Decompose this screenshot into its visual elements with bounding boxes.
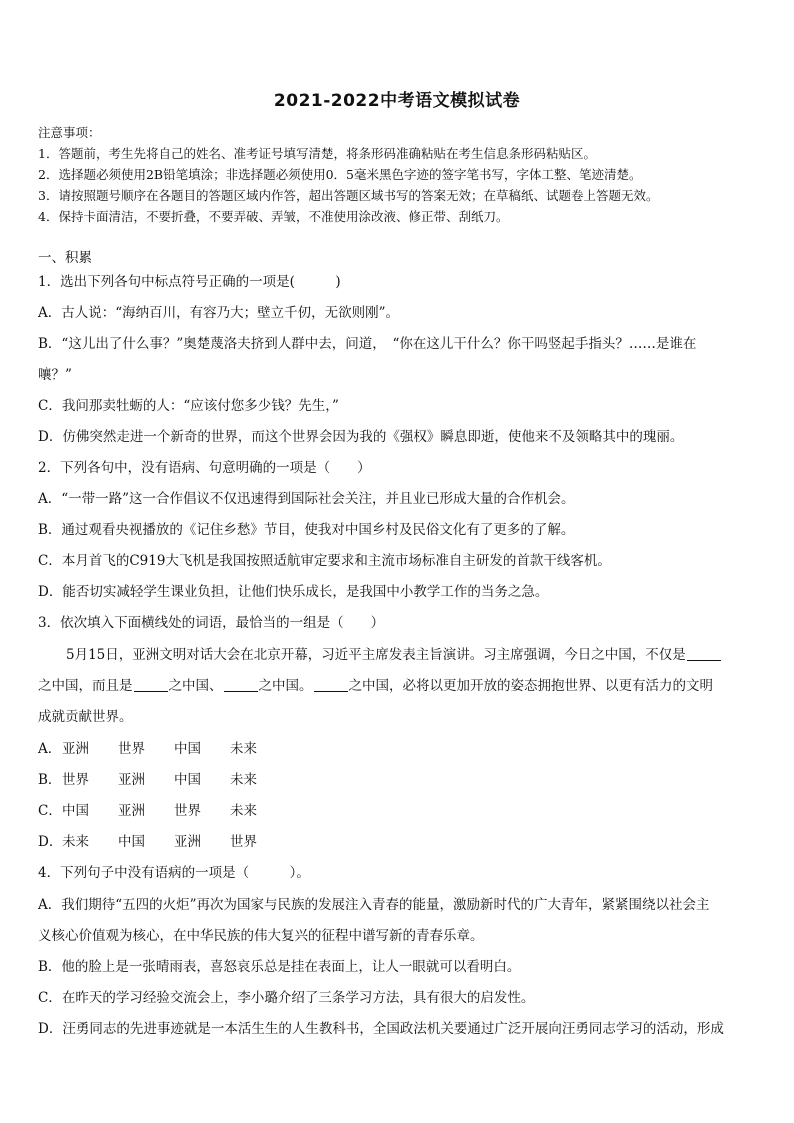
- fill-blank-3[interactable]: [224, 677, 258, 692]
- option-label: B．: [38, 772, 62, 788]
- option-word: 亚洲: [118, 803, 145, 819]
- q3-passage-line1: [66, 646, 722, 664]
- notice-item-3: 3．请按照题号顺序在各题目的答题区域内作答，超出答题区域书写的答案无效；在草稿纸、试题卷上答题无效。: [38, 188, 659, 203]
- q3-stem: 3．依次填入下面横线处的词语，最恰当的一组是（ ）: [38, 615, 385, 631]
- q3-passage-text-2a: 之中国，而且是: [38, 678, 133, 694]
- option-word: 未来: [62, 834, 89, 850]
- q1-option-b-line1: B．“这儿出了什么事？”奥楚蔑洛夫挤到人群中去，问道， “你在这儿干什么？你干吗竖起手指头？……是谁在: [38, 336, 697, 352]
- q3-passage-text-2d: 之中国，必将以更加开放的姿态拥抱世界、以更有活力的文明: [348, 678, 713, 694]
- option-word: 中国: [174, 741, 201, 757]
- fill-blank-4[interactable]: [314, 677, 348, 692]
- page-title: 2021-2022中考语文模拟试卷: [273, 91, 521, 111]
- q3-option-a: [38, 740, 286, 758]
- q4-option-d: D．汪勇同志的先进事迹就是一本活生生的人生教科书，全国政法机关要通过广泛开展向汪勇同志学习的活动，形成: [38, 1021, 724, 1037]
- q3-passage-line2: [38, 677, 713, 695]
- q3-option-b: [38, 771, 286, 789]
- option-word: 世界: [62, 772, 89, 788]
- q2-option-a: A．“一带一路”这一合作倡议不仅迅速得到国际社会关注，并且业已形成大量的合作机会。: [38, 491, 575, 507]
- q2-option-d: D．能否切实减轻学生课业负担，让他们快乐成长，是我国中小教学工作的当务之急。: [38, 584, 549, 600]
- option-word: 亚洲: [62, 741, 89, 757]
- option-word: 世界: [174, 803, 201, 819]
- option-word: 中国: [174, 772, 201, 788]
- option-label: A．: [38, 741, 62, 757]
- q4-option-a-line1: A．我们期待“五四的火炬”再次为国家与民族的发展注入青春的能量，激励新时代的广大青年，紧紧围绕以社会主: [38, 897, 710, 913]
- q2-option-b: B．通过观看央视播放的《记住乡愁》节目，使我对中国乡村及民俗文化有了更多的了解。: [38, 522, 575, 538]
- notice-heading: 注意事项：: [38, 125, 101, 140]
- option-label: D．: [38, 834, 63, 850]
- q1-stem: 1．选出下列各句中标点符号正确的一项是( ): [38, 274, 341, 290]
- option-word: 中国: [62, 803, 89, 819]
- option-word: 未来: [230, 803, 257, 819]
- notice-item-2: 2．选择题必须使用2B铅笔填涂；非选择题必须使用0．5毫米黑色字迹的签字笔书写，字体工整、笔迹清楚。: [38, 167, 642, 182]
- q1-option-c: C．我问那卖牡蛎的人：“应该付您多少钱？先生，”: [38, 398, 339, 414]
- q3-passage-text-1: 5月15日，亚洲文明对话大会在北京开幕，习近平主席发表主旨演讲。习主席强调，今日之中国，不仅是: [66, 647, 686, 663]
- q4-option-c: C．在昨天的学习经验交流会上，李小璐介绍了三条学习方法，具有很大的启发性。: [38, 990, 535, 1006]
- option-word: 亚洲: [174, 834, 201, 850]
- q1-option-d: D．仿佛突然走进一个新奇的世界，而这个世界会因为我的《强权》瞬息即逝，使他来不及领略其中的瑰丽。: [38, 429, 684, 445]
- option-word: 世界: [230, 834, 257, 850]
- q3-option-d: [38, 833, 286, 851]
- fill-blank-1[interactable]: [687, 646, 721, 661]
- q4-stem: 4．下列句子中没有语病的一项是（ ）。: [38, 865, 310, 881]
- q4-option-a-line2: 义核心价值观为核心，在中华民族的伟大复兴的征程中谱写新的青春乐章。: [38, 928, 484, 944]
- option-word: 未来: [230, 772, 257, 788]
- notice-item-4: 4．保持卡面清洁，不要折叠，不要弄破、弄皱，不准使用涂改液、修正带、刮纸刀。: [38, 209, 509, 224]
- section-heading: 一、积累: [38, 250, 92, 266]
- option-label: C．: [38, 803, 62, 819]
- q2-option-c: C．本月首飞的C919大飞机是我国按照适航审定要求和主流市场标准自主研发的首款干线客机。: [38, 553, 611, 569]
- option-word: 世界: [118, 741, 145, 757]
- q3-passage-text-2b: 之中国、: [168, 678, 223, 694]
- q1-option-b-line2: 嚷？”: [38, 367, 72, 383]
- option-word: 未来: [230, 741, 257, 757]
- q1-option-a: A．古人说：“海纳百川，有容乃大；壁立千仞，无欲则刚”。: [38, 305, 400, 321]
- option-word: 亚洲: [118, 772, 145, 788]
- q2-stem: 2．下列各句中，没有语病、句意明确的一项是（ ）: [38, 460, 371, 476]
- q3-passage-text-2c: 之中国。: [258, 678, 313, 694]
- q4-option-b: B．他的脸上是一张晴雨表，喜怒哀乐总是挂在表面上，让人一眼就可以看明白。: [38, 959, 521, 975]
- fill-blank-2[interactable]: [134, 677, 168, 692]
- q3-option-c: [38, 802, 286, 820]
- option-word: 中国: [118, 834, 145, 850]
- notice-item-1: 1．答题前，考生先将自己的姓名、准考证号填写清楚，将条形码准确粘贴在考生信息条形码粘贴区。: [38, 146, 596, 161]
- q3-passage-line3: 成就贡献世界。: [38, 709, 133, 725]
